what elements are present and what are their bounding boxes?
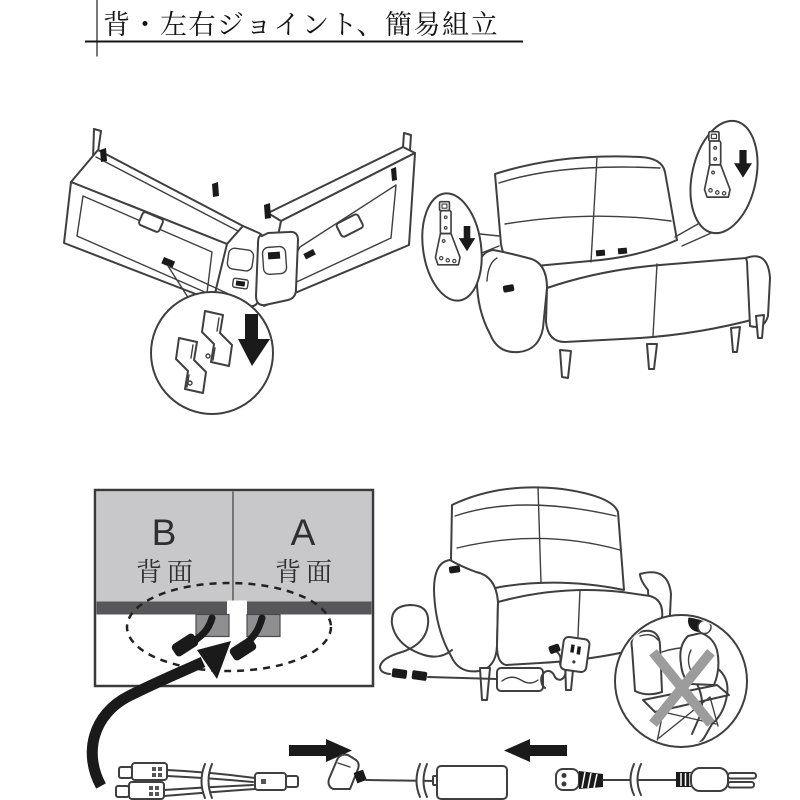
joint-clip (391, 167, 397, 181)
ac-plug-body (691, 768, 728, 791)
c7-connector (556, 769, 579, 790)
bracket-callout-right (681, 115, 767, 240)
plug-prong (728, 773, 756, 779)
bracket-socket (618, 248, 627, 255)
figure-back-attach (416, 115, 770, 378)
unit-a-sublabel: 背面 (274, 557, 338, 587)
cable-slot (268, 252, 280, 260)
figure-base-joint (64, 129, 415, 414)
y-splitter-cable (116, 763, 298, 799)
joint-bracket-callout (151, 292, 273, 414)
bracket-socket (596, 250, 605, 257)
joint-clip (264, 203, 271, 219)
unit-b-label: B (151, 512, 177, 553)
sofa-base-unit-b (64, 129, 265, 306)
header (85, 0, 523, 56)
inline-connector (391, 668, 407, 679)
joint-clip (212, 182, 219, 197)
sofa-base-unit-a (256, 133, 415, 306)
power-cord-plug (556, 764, 756, 796)
rail-notch (227, 601, 247, 616)
left-arrow-icon (504, 739, 567, 762)
unit-b-sublabel: 背面 (135, 557, 199, 587)
plug-prong (728, 782, 754, 788)
ac-adapter-box (437, 766, 507, 799)
wall-outlet (560, 636, 590, 672)
unit-a-label: A (290, 512, 316, 553)
clip-connector (329, 755, 359, 789)
joint-clip (100, 148, 107, 162)
page-title: 背・左右ジョイント、簡易組立 (103, 10, 500, 40)
cable-parts-row (116, 739, 756, 799)
inline-connector (411, 670, 427, 681)
clip-cable-adapter (329, 755, 508, 799)
